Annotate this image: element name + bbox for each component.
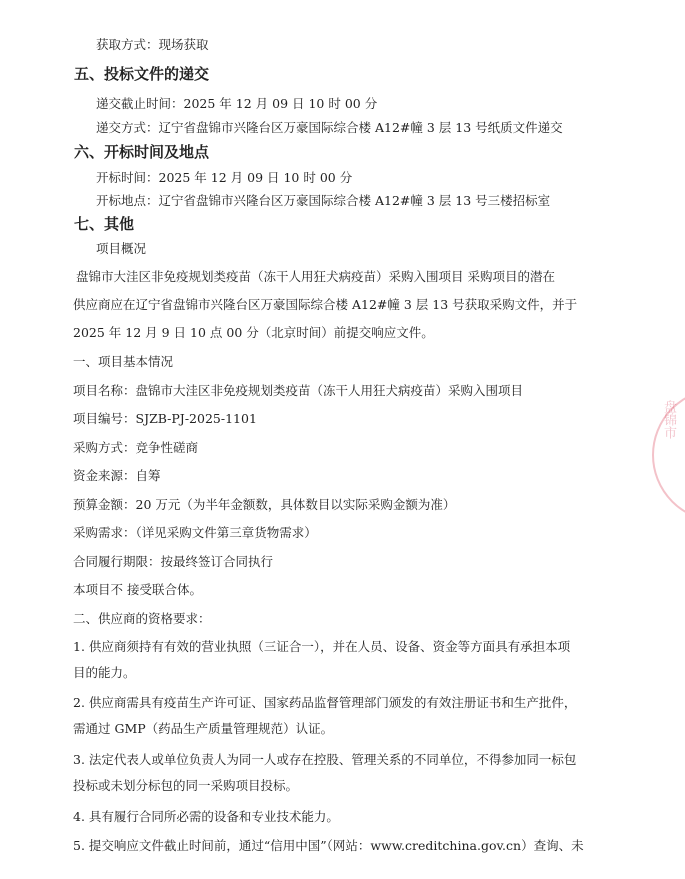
qualification-1-line-1: 1. 供应商须持有有效的营业执照（三证合一），并在人员、设备、资金等方面具有承担本项: [73, 639, 571, 654]
section-6-heading: 六、开标时间及地点: [74, 143, 210, 161]
fund-source: 资金来源：自筹: [73, 468, 161, 483]
qualification-heading: 二、供应商的资格要求：: [73, 611, 211, 626]
seal-text: 盘锦市: [661, 400, 676, 439]
overview-line-1: 盘锦市大洼区非免疫规划类疫苗（冻干人用狂犬病疫苗）采购入围项目 采购项目的潜在: [76, 269, 555, 284]
qualification-3-line-1: 3. 法定代表人或单位负责人为同一人或存在控股、管理关系的不同单位，不得参加同一标包: [73, 752, 577, 767]
basic-info-heading: 一、项目基本情况: [73, 354, 174, 369]
opening-time: 开标时间：2025 年 12 月 09 日 10 时 00 分: [96, 170, 353, 185]
qualification-2-line-1: 2. 供应商需具有疫苗生产许可证、国家药品监督管理部门颁发的有效注册证书和生产批件，: [73, 695, 577, 710]
submission-method: 递交方式：辽宁省盘锦市兴隆台区万豪国际综合楼 A12#幢 3 层 13 号纸质文件递交: [96, 120, 563, 135]
project-name: 项目名称：盘锦市大洼区非免疫规划类疫苗（冻干人用狂犬病疫苗）采购入围项目: [73, 383, 524, 398]
opening-location: 开标地点：辽宁省盘锦市兴隆台区万豪国际综合楼 A12#幢 3 层 13 号三楼招标室: [96, 193, 551, 208]
qualification-2-line-2: 需通过 GMP（药品生产质量管理规范）认证。: [73, 721, 334, 736]
section-7-heading: 七、其他: [74, 215, 135, 233]
qualification-5-line-1: 5. 提交响应文件截止时间前，通过“信用中国”（网站：www.creditchina.gov.cn）查询、未: [73, 838, 584, 853]
procurement-method: 采购方式：竞争性磋商: [73, 440, 199, 455]
procurement-requirement: 采购需求：（详见采购文件第三章货物需求）: [73, 525, 317, 540]
budget-amount: 预算金额：20 万元（为半年金额数，具体数目以实际采购金额为准）: [73, 497, 456, 512]
overview-title: 项目概况: [96, 241, 147, 256]
submission-deadline: 递交截止时间：2025 年 12 月 09 日 10 时 00 分: [96, 96, 378, 111]
overview-line-3: 2025 年 12 月 9 日 10 点 00 分（北京时间）前提交响应文件。: [73, 325, 434, 340]
section-5-heading: 五、投标文件的递交: [74, 65, 210, 83]
acquire-method: 获取方式：现场获取: [96, 37, 209, 52]
project-number: 项目编号：SJZB-PJ-2025-1101: [73, 411, 257, 426]
consortium-note: 本项目不 接受联合体。: [73, 582, 202, 597]
qualification-4: 4. 具有履行合同所必需的设备和专业技术能力。: [73, 809, 339, 824]
contract-period: 合同履行期限：按最终签订合同执行: [73, 554, 274, 569]
overview-line-2: 供应商应在辽宁省盘锦市兴隆台区万豪国际综合楼 A12#幢 3 层 13 号获取采购文件，并于: [73, 297, 578, 312]
qualification-3-line-2: 投标或未划分标包的同一采购项目投标。: [73, 778, 299, 793]
qualification-1-line-2: 目的能力。: [73, 665, 136, 680]
